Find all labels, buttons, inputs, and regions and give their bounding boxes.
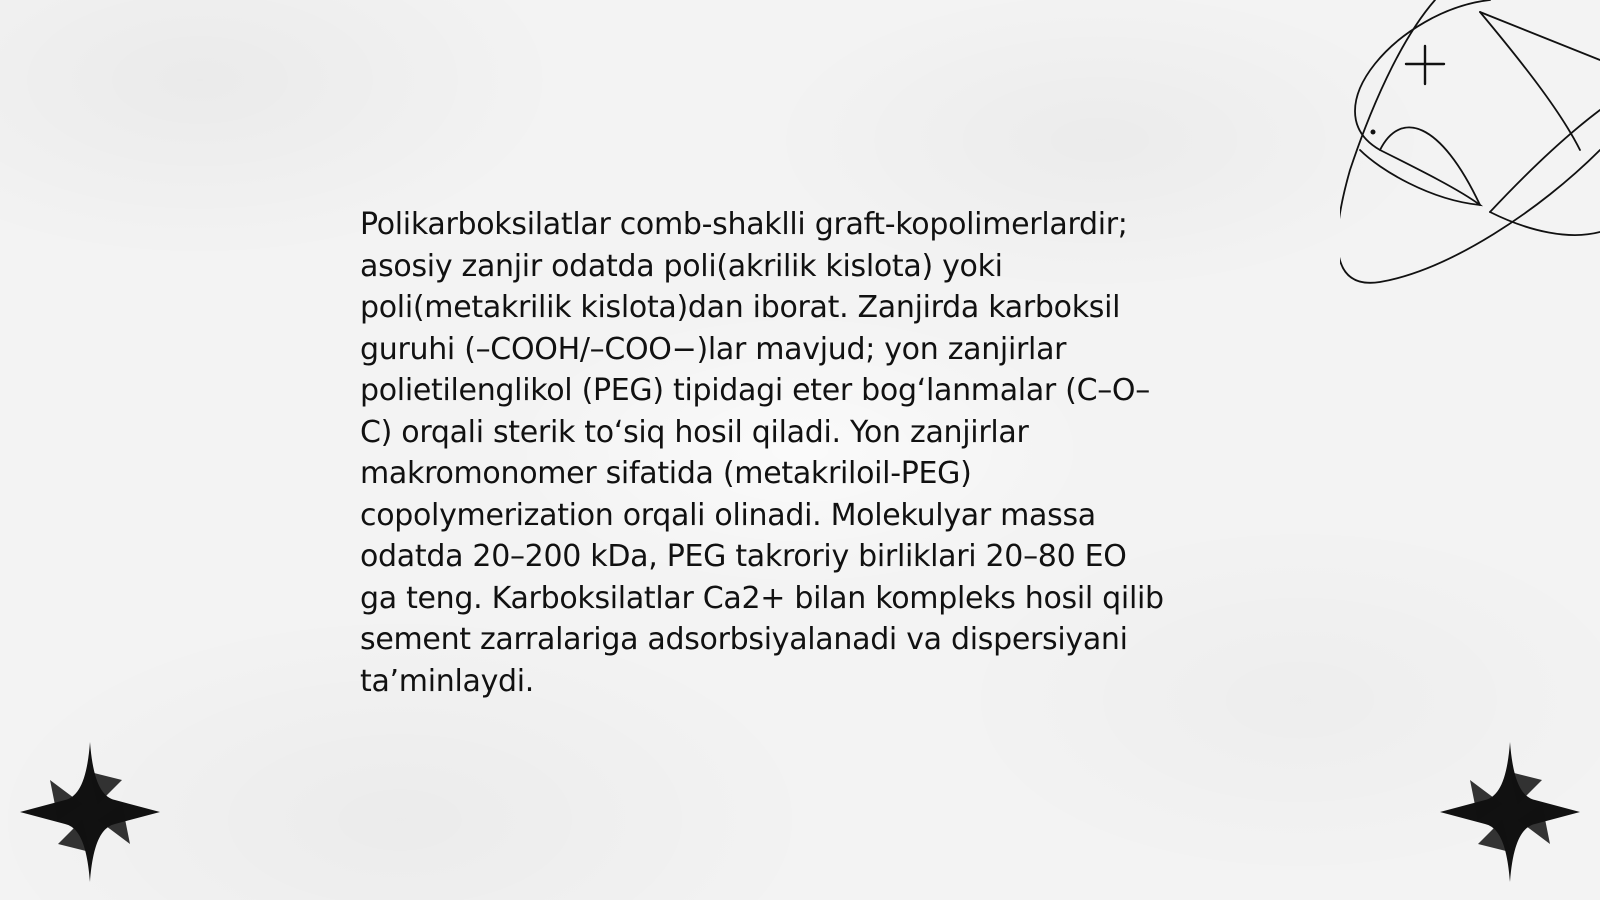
orbit-lines-icon <box>1340 0 1600 300</box>
four-point-star-icon <box>20 742 160 882</box>
slide-paragraph: Polikarboksilatlar comb-shaklli graft-kopolimerlardir; asosiy zanjir odatda poli(akrilik kislota) yoki poli(metakrilik kislota)dan iborat. Zanjirda karboksil guruhi (–COOH/–COO−)lar mavjud; yon zanjirlar polietilenglikol (PEG) tipidagi eter bog‘lanmalar (C–O– C) orqali sterik to‘siq hosil qiladi. Yon zanjirlar makromonomer sifatida (metakriloil-PEG) copolymerization orqali olinadi. Molekulyar massa odatda 20–200 kDa, PEG takroriy birliklari 20–80 EO ga teng. Karboksilatlar Ca2+ bilan kompleks hosil qilib sement zarralariga adsorbsiyalanadi va dispersiyani ta’minlaydi. <box>360 207 1164 699</box>
four-point-star-icon <box>1440 742 1580 882</box>
